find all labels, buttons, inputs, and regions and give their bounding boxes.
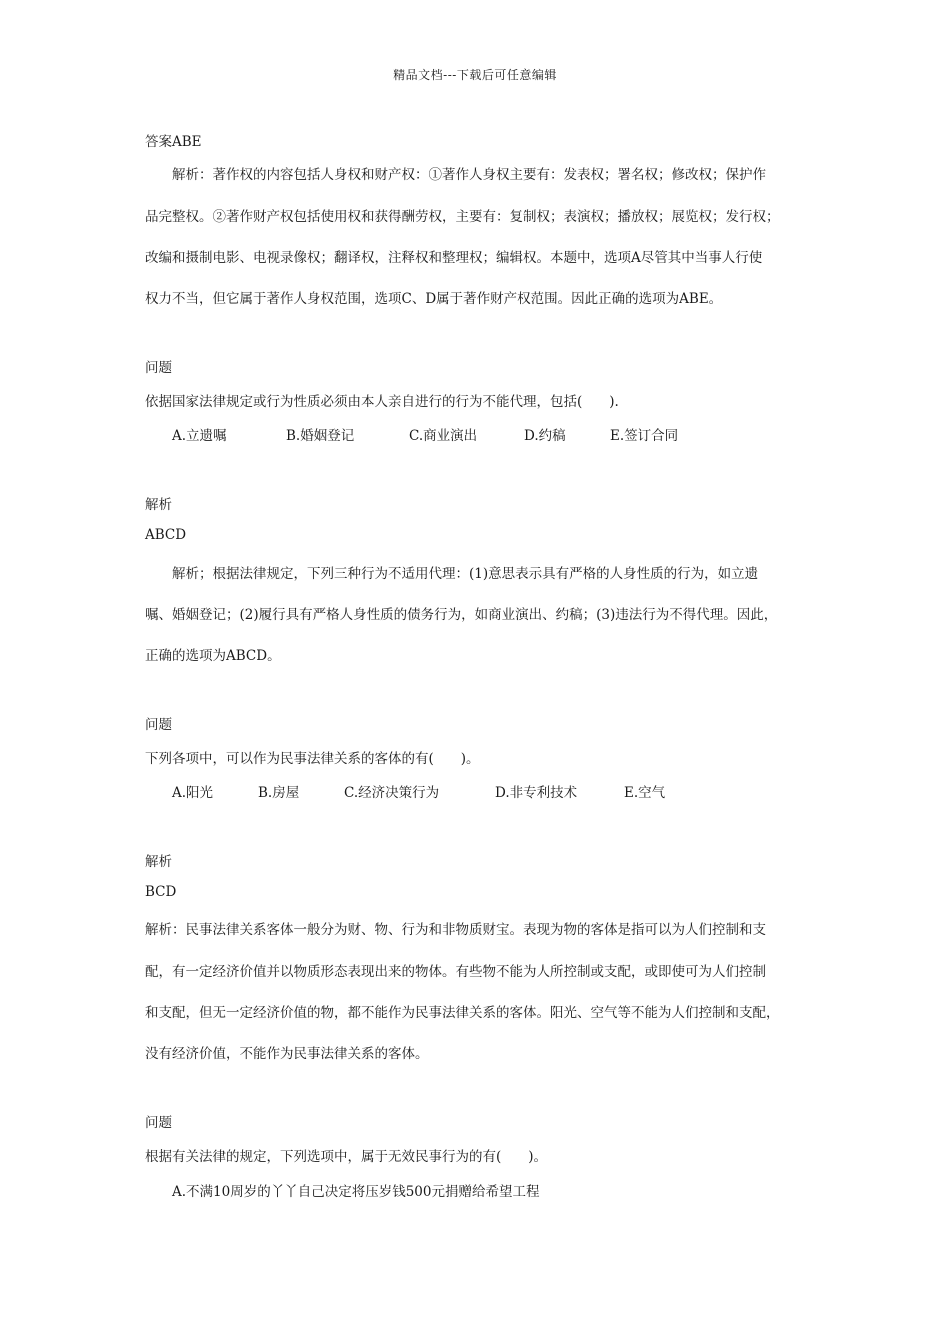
analysis-answer: BCD (145, 884, 177, 900)
option-b: B.房屋 (258, 785, 300, 801)
question-text: 下列各项中，可以作为民事法律关系的客体的有( )。 (145, 751, 480, 767)
option-a: A.不满10周岁的丫丫自己决定将压岁钱500元捐赠给希望工程 (172, 1184, 540, 1200)
option-a: A.阳光 (172, 785, 214, 801)
explanation-line: 没有经济价值，不能作为民事法律关系的客体。 (145, 1046, 429, 1062)
option-d: D.约稿 (524, 428, 566, 444)
question-heading: 问题 (145, 1115, 172, 1131)
option-c: C.经济决策行为 (344, 785, 440, 801)
question-heading: 问题 (145, 717, 172, 733)
explanation-line: 品完整权。②著作财产权包括使用权和获得酬劳权，主要有：复制权；表演权；播放权；展览权；发行权； (145, 209, 780, 225)
question-text: 根据有关法律的规定，下列选项中，属于无效民事行为的有( )。 (145, 1149, 548, 1165)
option-c: C.商业演出 (409, 428, 478, 444)
explanation-line: 解析；根据法律规定，下列三种行为不适用代理：(1)意思表示具有严格的人身性质的行为，如立遗 (172, 566, 759, 582)
option-b: B.婚姻登记 (286, 428, 355, 444)
option-a: A.立遗嘱 (172, 428, 227, 444)
explanation-line: 解析：民事法律关系客体一般分为财、物、行为和非物质财宝。表现为物的客体是指可以为人们控制和支 (145, 922, 766, 938)
analysis-heading: 解析 (145, 854, 172, 870)
explanation-line: 配，有一定经济价值并以物质形态表现出来的物体。有些物不能为人所控制或支配，或即使可为人们控制 (145, 964, 766, 980)
explanation-line: 权力不当，但它属于著作人身权范围，选项C、D属于著作财产权范围。因此正确的选项为ABE。 (145, 291, 723, 307)
explanation-line: 正确的选项为ABCD。 (145, 648, 281, 664)
option-e: E.签订合同 (610, 428, 679, 444)
analysis-heading: 解析 (145, 497, 172, 513)
question-text: 依据国家法律规定或行为性质必须由本人亲自进行的行为不能代理，包括( ). (145, 394, 619, 410)
option-d: D.非专利技术 (495, 785, 578, 801)
explanation-line: 解析：著作权的内容包括人身权和财产权：①著作人身权主要有：发表权；署名权；修改权；保护作 (172, 167, 766, 183)
explanation-line: 嘱、婚姻登记；(2)履行具有严格人身性质的债务行为，如商业演出、约稿；(3)违法行为不得代理。因此， (145, 607, 778, 623)
question-heading: 问题 (145, 360, 172, 376)
answer-line: 答案ABE (145, 134, 202, 150)
analysis-answer: ABCD (145, 527, 187, 543)
option-e: E.空气 (624, 785, 666, 801)
explanation-line: 改编和摄制电影、电视录像权；翻译权，注释权和整理权；编辑权。本题中，选项A尽管其中当事人行使 (145, 250, 763, 266)
page-header: 精品文档---下载后可任意编辑 (393, 68, 557, 82)
explanation-line: 和支配，但无一定经济价值的物，都不能作为民事法律关系的客体。阳光、空气等不能为人们控制和支配， (145, 1005, 780, 1021)
